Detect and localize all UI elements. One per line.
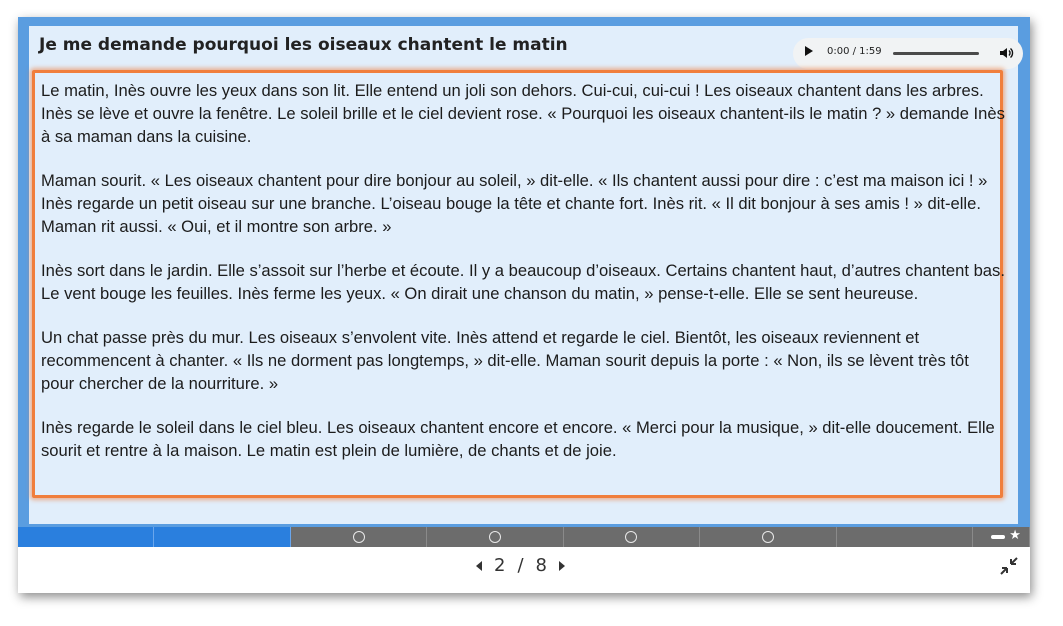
- pager: [476, 555, 565, 576]
- exit-fullscreen-icon[interactable]: [998, 555, 1020, 577]
- content-panel-inner: [29, 26, 1018, 524]
- progress-segment[interactable]: [700, 527, 836, 547]
- page-separator: /: [517, 555, 524, 576]
- progress-bar: [18, 527, 1030, 547]
- story-paragraph: Inès regarde le soleil dans le ciel bleu. Les oiseaux chantent encore et encore. « Merci pour la musique, » dit-elle doucement. Elle sourit et rentre à la maison. Le matin est plein de lumière, de chants et de joie.: [41, 418, 995, 460]
- story-paragraph: Le matin, Inès ouvre les yeux dans son lit. Elle entend un joli son dehors. Cui-cui, cui-cui ! Les oiseaux chantent dans les arbres. Inès se lève et ouvre la fenêtre. Le soleil brille et le ciel devient rose. « Pourquoi les oiseaux chantent-ils le matin ? » demande Inès à sa maman dans la cuisine.: [41, 81, 1005, 146]
- circle-icon: [353, 531, 365, 543]
- next-page-icon[interactable]: [559, 561, 565, 571]
- story-paragraph: Un chat passe près du mur. Les oiseaux s’envolent vite. Inès attend et regarde le ciel. Bientôt, les oiseaux reviennent et recommencent à chanter. « Ils ne dorment pas longtemps, » dit-elle. Maman sourit depuis la porte : « Non, ils se lèvent très tôt pour chercher de la nourriture. »: [41, 328, 969, 393]
- current-page: 2: [494, 555, 506, 576]
- progress-segment-final[interactable]: [973, 527, 1030, 547]
- dash-icon: [991, 535, 1005, 539]
- star-icon: ★: [1009, 528, 1021, 543]
- circle-icon: [489, 531, 501, 543]
- progress-segment[interactable]: [837, 527, 973, 547]
- story-paragraph: Inès sort dans le jardin. Elle s’assoit sur l’herbe et écoute. Il y a beaucoup d’oiseaux. Certains chantent haut, d’autres chantent bas. Le vent bouge les feuilles. Inès ferme les yeux. « On dirait une chanson du matin, » pense-t-elle. Elle se sent heureuse.: [41, 261, 1005, 303]
- progress-segment[interactable]: [291, 527, 427, 547]
- progress-segment[interactable]: [18, 527, 154, 547]
- audio-time: 0:00 / 1:59: [827, 46, 882, 57]
- total-pages: 8: [535, 555, 547, 576]
- footer: [18, 547, 1030, 593]
- progress-segment[interactable]: [564, 527, 700, 547]
- content-panel: [18, 17, 1030, 527]
- story-paragraph: Maman sourit. « Les oiseaux chantent pour dire bonjour au soleil, » dit-elle. « Ils chantent aussi pour dire : c’est ma maison ici ! » Inès regarde un petit oiseau sur une branche. L’oiseau bouge la tête et chante fort. Inès rit. « Il dit bonjour à ses amis ! » dit-elle. Maman rit aussi. « Oui, et il montre son arbre. »: [41, 171, 988, 236]
- previous-page-icon[interactable]: [476, 561, 482, 571]
- story-text-box: [32, 70, 1003, 498]
- audio-seek-bar[interactable]: [893, 52, 979, 55]
- circle-icon: [762, 531, 774, 543]
- page-title: Je me demande pourquoi les oiseaux chantent le matin: [39, 35, 568, 55]
- progress-segment[interactable]: [427, 527, 563, 547]
- audio-player[interactable]: [793, 38, 1023, 69]
- slide-frame: [18, 17, 1030, 593]
- progress-segment[interactable]: [154, 527, 290, 547]
- play-icon[interactable]: [805, 46, 813, 56]
- circle-icon: [625, 531, 637, 543]
- volume-icon[interactable]: [998, 45, 1014, 61]
